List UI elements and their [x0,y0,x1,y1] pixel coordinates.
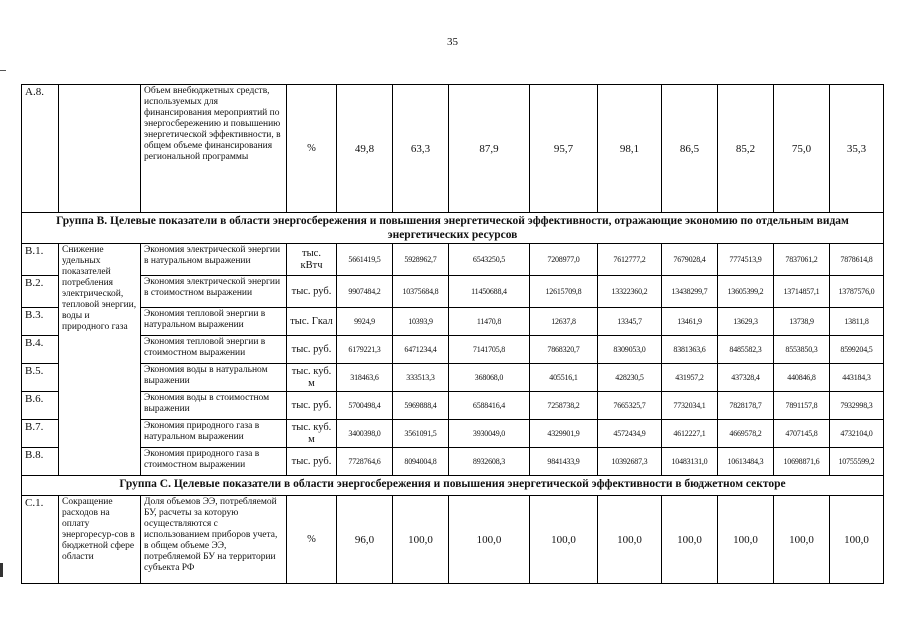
value-cell: 6179221,3 [337,336,393,364]
value-cell: 96,0 [337,496,393,584]
value-cell: 100,0 [393,496,449,584]
row-indicator: Экономия электрической энергии в стоимостном выражении [141,276,287,308]
table-row-b3 [22,308,884,336]
row-code: В.8. [22,448,59,476]
value-cell: 368068,0 [449,364,530,392]
value-cell: 7774513,9 [718,244,774,276]
row-indicator: Экономия электрической энергии в натуральном выражении [141,244,287,276]
target-indicators-table [21,84,884,584]
row-indicator: Экономия воды в натуральном выражении [141,364,287,392]
value-cell: 11470,8 [449,308,530,336]
value-cell: 6543250,5 [449,244,530,276]
value-cell: 7208977,0 [530,244,598,276]
value-cell: 5969888,4 [393,392,449,420]
value-cell: 7868320,7 [530,336,598,364]
value-cell: 7891157,8 [774,392,830,420]
value-cell: 6588416,4 [449,392,530,420]
value-cell: 13714857,1 [774,276,830,308]
value-cell: 3400398,0 [337,420,393,448]
row-indicator: Экономия тепловой энергии в стоимостном выражении [141,336,287,364]
value-cell: 100,0 [598,496,662,584]
row-code: В.7. [22,420,59,448]
value-cell: 100,0 [530,496,598,584]
value-cell: 11450688,4 [449,276,530,308]
value-cell: 49,8 [337,85,393,213]
value-cell: 8381363,6 [662,336,718,364]
value-cell: 8309053,0 [598,336,662,364]
value-cell: 95,7 [530,85,598,213]
group-c-header-row [22,476,884,496]
value-cell: 100,0 [718,496,774,584]
value-cell: 100,0 [830,496,884,584]
row-indicator: Экономия природного газа в стоимостном выражении [141,448,287,476]
row-indicator: Доля объемов ЭЭ, потребляемой БУ, расчеты за которую осуществляются с использованием приборов учета, в общем объеме ЭЭ, потребляемой БУ на территории субъекта РФ [141,496,287,584]
value-cell: 9841433,9 [530,448,598,476]
value-cell: 85,2 [718,85,774,213]
table-row-b7 [22,420,884,448]
page-number: 35 [447,36,458,48]
row-code: А.8. [22,85,59,213]
value-cell: 8485582,3 [718,336,774,364]
table-row-a8 [22,85,884,213]
value-cell: 443184,3 [830,364,884,392]
row-unit: тыс. руб. [287,276,337,308]
value-cell: 10613484,3 [718,448,774,476]
value-cell: 10698871,6 [774,448,830,476]
value-cell: 9907484,2 [337,276,393,308]
value-cell: 7732034,1 [662,392,718,420]
table-row-b2 [22,276,884,308]
table-row-b5 [22,364,884,392]
value-cell: 333513,3 [393,364,449,392]
row-code: В.3. [22,308,59,336]
value-cell: 86,5 [662,85,718,213]
value-cell: 13461,9 [662,308,718,336]
group-b-title: Группа В. Целевые показатели в области энергосбережения и повышения энергетической эффективности, отражающие экономию по отдельным видам энергетических ресурсов [22,213,884,244]
value-cell: 7679028,4 [662,244,718,276]
value-cell: 12637,8 [530,308,598,336]
value-cell: 4732104,0 [830,420,884,448]
value-cell: 13438299,7 [662,276,718,308]
value-cell: 10392687,3 [598,448,662,476]
value-cell: 3561091,5 [393,420,449,448]
value-cell: 10755599,2 [830,448,884,476]
value-cell: 75,0 [774,85,830,213]
value-cell: 35,3 [830,85,884,213]
value-cell: 13811,8 [830,308,884,336]
value-cell: 13738,9 [774,308,830,336]
value-cell: 8553850,3 [774,336,830,364]
value-cell: 440846,8 [774,364,830,392]
value-cell: 12615709,8 [530,276,598,308]
value-cell: 7141705,8 [449,336,530,364]
row-category: Сокращение расходов на оплату энергоресур-сов в бюджетной сфере области [59,496,141,584]
value-cell: 437328,4 [718,364,774,392]
value-cell: 9924,9 [337,308,393,336]
value-cell: 3930049,0 [449,420,530,448]
table-row-b6 [22,392,884,420]
left-margin-mark [0,563,3,577]
row-unit: тыс. Гкал [287,308,337,336]
value-cell: 13322360,2 [598,276,662,308]
value-cell: 4612227,1 [662,420,718,448]
row-unit: тыс. руб. [287,336,337,364]
value-cell: 7932998,3 [830,392,884,420]
row-code: В.2. [22,276,59,308]
value-cell: 10375684,8 [393,276,449,308]
value-cell: 87,9 [449,85,530,213]
value-cell: 10483131,0 [662,448,718,476]
value-cell: 4669578,2 [718,420,774,448]
value-cell: 5661419,5 [337,244,393,276]
value-cell: 13787576,0 [830,276,884,308]
row-indicator: Экономия воды в стоимостном выражении [141,392,287,420]
value-cell: 100,0 [449,496,530,584]
value-cell: 13629,3 [718,308,774,336]
value-cell: 431957,2 [662,364,718,392]
value-cell: 7612777,2 [598,244,662,276]
table-row-b1 [22,244,884,276]
row-code: В.5. [22,364,59,392]
value-cell: 7878614,8 [830,244,884,276]
table-row-c1 [22,496,884,584]
value-cell: 428230,5 [598,364,662,392]
row-unit: тыс. руб. [287,448,337,476]
row-code: В.6. [22,392,59,420]
value-cell: 4707145,8 [774,420,830,448]
row-unit: % [287,85,337,213]
value-cell: 13345,7 [598,308,662,336]
row-code: В.4. [22,336,59,364]
row-category-empty [59,85,141,213]
group-c-title: Группа С. Целевые показатели в области энергосбережения и повышения энергетической эффективности в бюджетном секторе [22,476,884,496]
value-cell: 7665325,7 [598,392,662,420]
row-indicator: Экономия тепловой энергии в натуральном выражении [141,308,287,336]
row-indicator: Объем внебюджетных средств, используемых для финансирования мероприятий по энергосбережению и повышению энергетической эффективности, в общем объеме финансирования региональной программы [141,85,287,213]
value-cell: 7728764,6 [337,448,393,476]
value-cell: 100,0 [662,496,718,584]
value-cell: 405516,1 [530,364,598,392]
row-unit: тыс. куб. м [287,420,337,448]
value-cell: 5700498,4 [337,392,393,420]
value-cell: 4329901,9 [530,420,598,448]
value-cell: 7828178,7 [718,392,774,420]
value-cell: 13605399,2 [718,276,774,308]
left-margin-mark [0,70,6,71]
row-indicator: Экономия природного газа в натуральном выражении [141,420,287,448]
row-unit: тыс. руб. [287,392,337,420]
table-row-b8 [22,448,884,476]
group-b-category: Снижение удельных показателей потребления электрической, тепловой энергии, воды и природного газа [59,244,141,476]
value-cell: 7837061,2 [774,244,830,276]
value-cell: 63,3 [393,85,449,213]
row-code: В.1. [22,244,59,276]
value-cell: 98,1 [598,85,662,213]
value-cell: 4572434,9 [598,420,662,448]
row-unit: % [287,496,337,584]
value-cell: 318463,6 [337,364,393,392]
value-cell: 8932608,3 [449,448,530,476]
row-unit: тыс. куб. м [287,364,337,392]
value-cell: 6471234,4 [393,336,449,364]
row-code: С.1. [22,496,59,584]
value-cell: 8599204,5 [830,336,884,364]
value-cell: 7258738,2 [530,392,598,420]
row-unit: тыс. кВтч [287,244,337,276]
value-cell: 5928962,7 [393,244,449,276]
value-cell: 8094004,8 [393,448,449,476]
table-row-b4 [22,336,884,364]
value-cell: 10393,9 [393,308,449,336]
group-b-header-row [22,213,884,244]
value-cell: 100,0 [774,496,830,584]
